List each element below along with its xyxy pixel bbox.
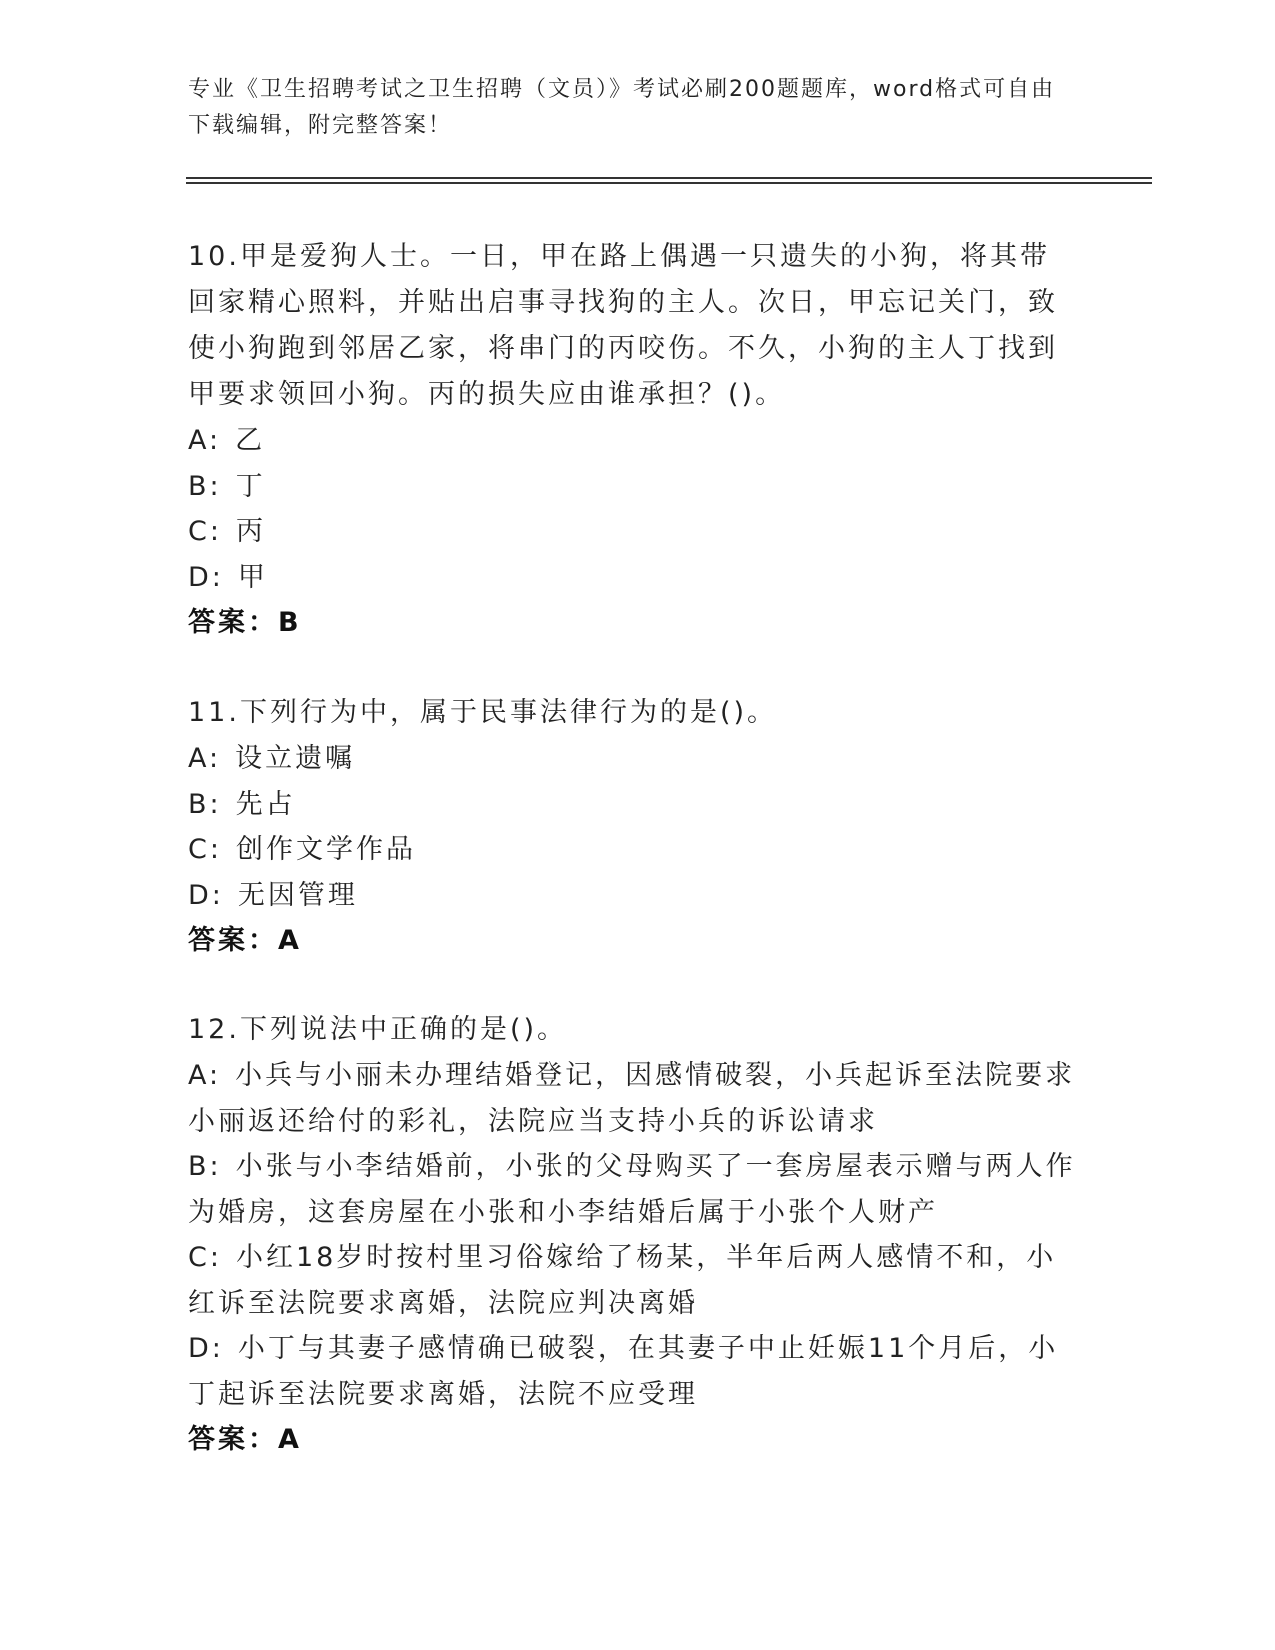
option-text: 乙 — [235, 425, 266, 456]
answer-label: 答案：A — [188, 1424, 302, 1455]
question-12 — [188, 1007, 1078, 1463]
option-text: 设立遗嘱 — [235, 743, 356, 774]
option-letter: B: — [188, 1151, 222, 1182]
option-d — [188, 873, 1078, 919]
option-text: 小兵与小丽未办理结婚登记，因感情破裂，小兵起诉至法院要求小丽返还给付的彩礼，法院应当支持小兵的诉讼请求 — [188, 1060, 1076, 1137]
document-header: 专业《卫生招聘考试之卫生招聘（文员）》考试必刷200题题库，word格式可自由下载编辑，附完整答案！ — [188, 77, 1056, 138]
option-letter: A: — [188, 425, 222, 456]
option-c — [188, 509, 1078, 555]
option-letter: B: — [188, 788, 222, 820]
option-letter: D: — [188, 879, 224, 911]
option-b — [188, 782, 1078, 828]
question-stem: 10.甲是爱狗人士。一日，甲在路上偶遇一只遗失的小狗，将其带回家精心照料，并贴出启事寻找狗的主人。次日，甲忘记关门，致使小狗跑到邻居乙家，将串门的丙咬伤。不久，小狗的主人丁找到甲要求领回小狗。丙的损失应由谁承担？()。 — [188, 241, 1058, 410]
option-letter: C: — [188, 834, 222, 865]
option-letter: C: — [188, 1242, 222, 1273]
option-text: 先占 — [235, 788, 296, 820]
answer-label: 答案：B — [188, 607, 302, 638]
header-rule-top — [186, 177, 1152, 179]
option-c — [188, 1235, 1078, 1326]
option-a — [188, 418, 1078, 464]
question-stem: 11.下列行为中，属于民事法律行为的是()。 — [188, 697, 778, 728]
option-text: 甲 — [237, 561, 268, 593]
option-text: 小张与小李结婚前，小张的父母购买了一套房屋表示赠与两人作为婚房，这套房屋在小张和小李结婚后属于小张个人财产 — [188, 1151, 1076, 1228]
option-a — [188, 736, 1078, 782]
question-11 — [188, 690, 1078, 964]
option-text: 创作文学作品 — [235, 834, 416, 865]
answer-label: 答案：A — [188, 925, 302, 956]
option-letter: D: — [188, 561, 224, 593]
question-10 — [188, 234, 1078, 646]
option-b — [188, 1144, 1078, 1235]
option-letter: C: — [188, 516, 222, 547]
option-b — [188, 464, 1078, 510]
option-a — [188, 1053, 1078, 1144]
option-text: 无因管理 — [237, 879, 358, 911]
header-rule-bottom — [186, 182, 1152, 184]
option-text: 小丁与其妻子感情确已破裂，在其妻子中止妊娠11个月后，小丁起诉至法院要求离婚，法院不应受理 — [188, 1333, 1059, 1410]
option-c — [188, 827, 1078, 873]
option-text: 小红18岁时按村里习俗嫁给了杨某，半年后两人感情不和，小红诉至法院要求离婚，法院应判决离婚 — [188, 1242, 1057, 1319]
option-letter: A: — [188, 743, 222, 774]
option-letter: A: — [188, 1060, 222, 1091]
option-letter: B: — [188, 470, 222, 502]
question-stem: 12.下列说法中正确的是()。 — [188, 1014, 568, 1045]
option-text: 丁 — [235, 470, 266, 502]
option-text: 丙 — [235, 516, 266, 547]
option-d — [188, 1326, 1078, 1417]
option-letter: D: — [188, 1333, 224, 1364]
option-d — [188, 555, 1078, 601]
